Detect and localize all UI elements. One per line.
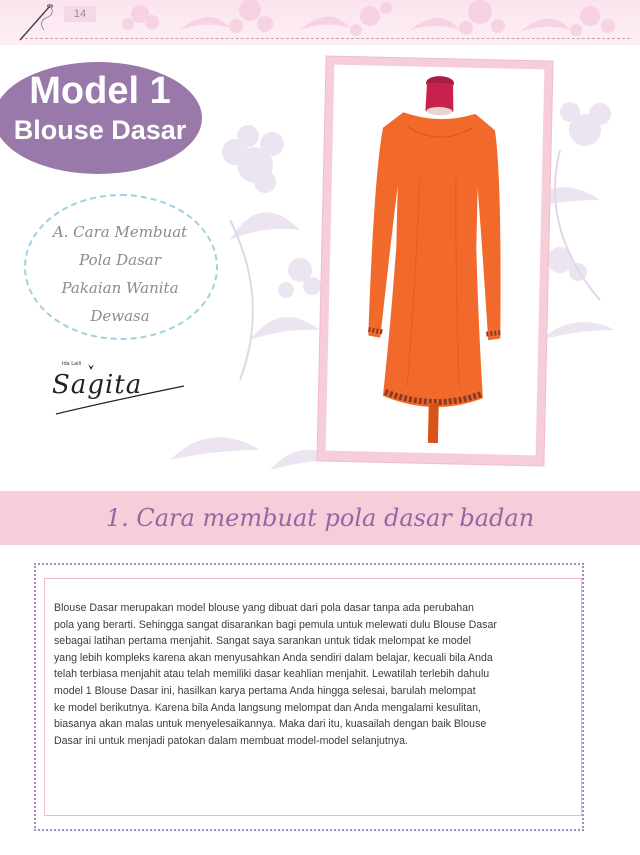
signature-flourish-icon — [46, 362, 196, 422]
body-line: yang lebih kompleks karena akan menyusahkan Anda sendiri dalam belajar, kecuali bila Anda — [54, 651, 493, 664]
page-number: 14 — [64, 6, 96, 22]
body-line: Dasar ini untuk menjadi patokan dalam membuat model-model selanjutnya. — [54, 734, 408, 747]
body-line: sebagai latihan pertama menjahit. Sangat saya sarankan untuk tidak melompat ke model — [54, 635, 471, 648]
model-name: Blouse Dasar — [13, 115, 187, 145]
subtitle-line: Dewasa — [90, 307, 150, 325]
blouse-photo — [326, 65, 545, 456]
body-line: pola yang berarti. Sehingga sangat disarankan bagi pemula untuk melewati dulu Blouse Dasar — [54, 618, 497, 631]
model-number: Model 1 — [29, 70, 171, 112]
orange-blouse-mannequin-icon — [326, 65, 545, 456]
signature-name: Sagita — [52, 370, 143, 400]
subtitle-line: A. Cara Membuat — [52, 223, 188, 241]
body-line: biasanya akan malas untuk menyelesaikannya. Maka dari itu, kuasailah dengan baik Blouse — [54, 718, 487, 731]
signature-prefix: Ida Laili — [62, 361, 82, 367]
body-line: Blouse Dasar merupakan model blouse yang dibuat dari pola dasar tanpa ada perubahan — [54, 602, 474, 614]
body-paragraph — [54, 600, 568, 749]
section-title: 1. Cara membuat pola dasar badan — [105, 504, 535, 532]
body-line: ke model berikutnya. Karena bila Anda langsung melompat dan Anda mengalami kesulitan, — [54, 701, 481, 714]
model-title — [0, 70, 200, 146]
needle-thread-icon — [16, 0, 60, 44]
header-dashed-line — [20, 38, 630, 39]
subtitle-line: Pola Dasar — [79, 251, 161, 269]
blouse-photo-frame — [317, 56, 552, 465]
body-line: telah terbiasa menjahit atau telah memiliki dasar keahlian menjahit. Lewatilah terlebih dahulu — [54, 668, 490, 681]
subtitle-text — [30, 218, 210, 330]
body-line: model 1 Blouse Dasar ini, hasilkan karya pertama Anda hingga selesai, barulah melompat — [54, 684, 476, 697]
subtitle-line: Pakaian Wanita — [61, 279, 179, 297]
